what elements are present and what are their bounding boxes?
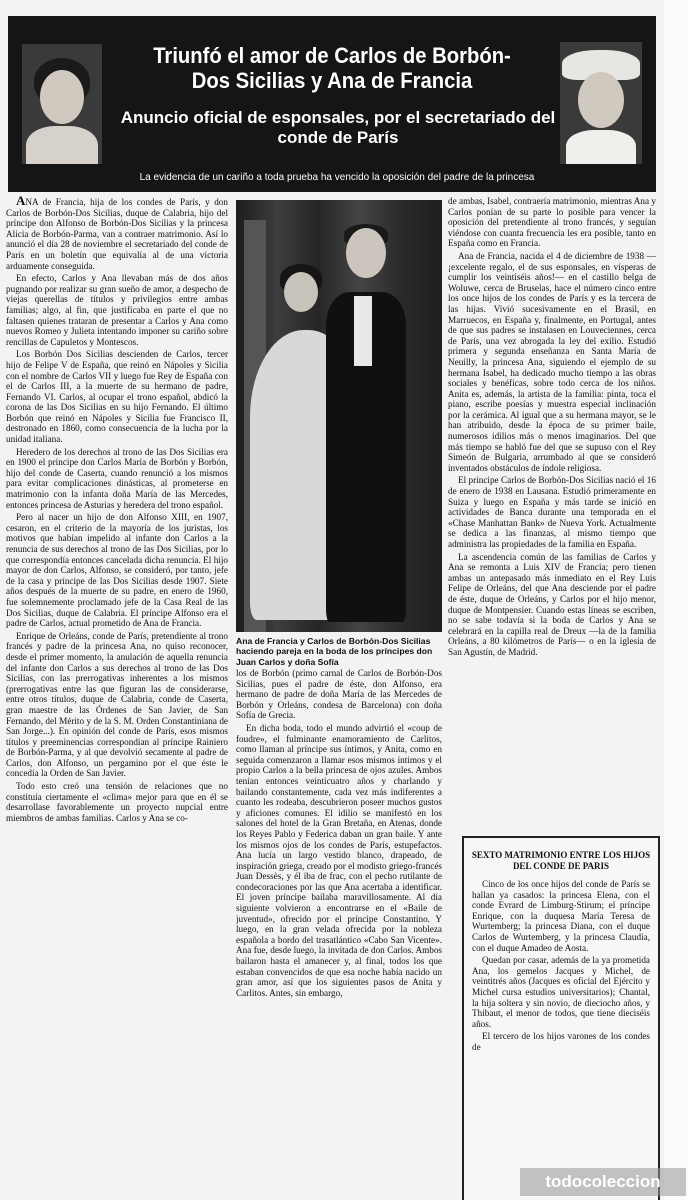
paragraph: Pero al nacer un hijo de don Alfonso XIII, en 1907, cesaron, en el criterio de la mayoría de los juristas, los motivos que habían impelido al infante don Carlos a la renuncia de sus derechos al trono de las Dos Sicilias, por lo que correspondía entonces cancelada dicha renuncia. El hijo mayor de don Carlos, Alfonso, se consideró, por tanto, jefe de la casa y príncipe de las Dos Sicilias desde 1907. Siete años después de la muerte de su padre, en enero de 1960, fue solemnemente proclamado jefe de la Casa Real de las Dos Sicilias, duque de Calabria. El príncipe Alfonso era el padre de Carlos, actual prometido de Ana de Francia. [6, 512, 228, 629]
column-1 [6, 196, 228, 1200]
article-header [8, 16, 656, 192]
sidebar-box [462, 836, 660, 1200]
paragraph: Los Borbón Dos Sicilias descienden de Carlos, tercer hijo de Felipe V de España, que reinó en Nápoles y Sicilia con el nombre de Carlos VII y luego fue Rey de España con el de Carlos III, a la muerte de su hermano de padre, Fernando VI. Carlos, al ocupar el trono español, abdicó la corona de las Dos Sicilias en su hijo Fernando. El último Borbón que reinó en Nápoles y Sicilia fue Francisco II, destronado en 1860, como consecuencia de la lucha por la unidad italiana. [6, 349, 228, 445]
paragraph: de ambas, Isabel, contraería matrimonio, mientras Ana y Carlos ponían de su parte lo posible para vencer la oposición del pretendiente al trono francés, y seguían viéndose con cuanta frecuencia les era posible, tanto en España como en Francia. [448, 196, 656, 249]
paragraph: Cinco de los once hijos del conde de París se hallan ya casados: la princesa Elena, con el conde Evrard de Limburg-Stirum; el príncipe Enrique, con la duquesa María Teresa de Wurtemberg; la princesa Diana, con el duque Carlos de Wurtemberg, y la princesa Claudia, con el duque Amadeo de Aosta. [472, 879, 650, 953]
paragraph: El príncipe Carlos de Borbón-Dos Sicilias nació el 16 de enero de 1938 en Lausana. Estudió primeramente en Suiza y luego en España y más tarde se inició en actividades de Banca durante una temporada en el «Chase Manhattan Bank» de Nueva York. Actualmente se dedica a las finanzas, al mismo tiempo que administra las propiedades de la familia en España. [448, 475, 656, 549]
page-margin [664, 0, 688, 1200]
paragraph: En efecto, Carlos y Ana llevaban más de dos años pugnando por realizar su gran sueño de amor, a despecho de viejas querellas de títulos y privilegios entre ambas familias; algo, al fin, que justificaba en parte el que no faltasen quienes trataran de presentar a Carlos y Ana como nuevos Romeo y Julieta intentando imponer su cariño sobre rencillas de Capuletos y Montescos. [6, 273, 228, 347]
portrait-ana-de-francia [22, 44, 102, 164]
headline-line-1: Triunfó el amor de Carlos de Borbón- [153, 43, 511, 68]
paragraph: los de Borbón (primo carnal de Carlos de Borbón-Dos Sicilias, pues el padre de éste, don Alfonso, era hermano de padre de doña María de las Mercedes de Borbón y Orleáns, condesa de Barcelona) con doña Sofía de Grecia. [236, 668, 442, 721]
headline-line-2: Dos Sicilias y Ana de Francia [191, 68, 473, 93]
column-2 [236, 668, 442, 1200]
watermark: todocoleccion [520, 1168, 686, 1196]
sidebar-title: SEXTO MATRIMONIO ENTRE LOS HIJOS DEL CONDE DE PARIS [471, 850, 651, 871]
subheadline: Anuncio oficial de esponsales, por el secretariado del conde de París [120, 108, 556, 147]
portrait-carlos-de-borbon [560, 42, 642, 164]
paragraph: Todo esto creó una tensión de relaciones que no constituía ciertamente el «clima» mejor para que en él se desarrollase favorablemente un proyecto nupcial entre miembros de ambas familias. Carlos y Ana se co- [6, 781, 228, 823]
photo-caption: Ana de Francia y Carlos de Borbón-Dos Sicilias haciendo pareja en la boda de los príncipes don Juan Carlos y doña Sofía [236, 636, 433, 667]
paragraph: Quedan por casar, además de la ya prometida Ana, los gemelos Jacques y Michel, de veintitrés años (Jacques es oficial del Ejército y Michel cursa estudios universitarios); Chantal, la hija soltera y sin novio, de dieciocho años, y Thibaut, el menor de todos, que tiene dieciséis años. [472, 955, 650, 1029]
paragraph: Heredero de los derechos al trono de las Dos Sicilias era en 1900 el príncipe don Carlos María de Borbón y Borbón, hijo del conde de Caserta, cuando renunció a los mismos para evitar complicaciones dinásticas, al prometerse en matrimonio con la infanta doña María de las Mercedes, entonces princesa de Asturias y heredera del trono español. [6, 446, 228, 510]
paragraph: El tercero de los hijos varones de los condes de [472, 1031, 650, 1052]
paragraph: La ascendencia común de las familias de Carlos y Ana se remonta a Luis XIV de Francia; pero tienen ambas un antepasado más inmediato en el Rey Luis Felipe de Orleáns, del que Ana desciende por el padre de éste, duque de Orleáns, y Carlos por el hijo menor, duque de Montpensier. Cuando estas líneas se escriben, no se sabe todavía si la boda de Carlos y Ana se celebrará en la capilla real de Dreux —la de la familia Orleáns, a 80 kilómetros de París— o en la iglesia de San Agustín, de Madrid. [448, 551, 656, 657]
headline [108, 44, 556, 94]
column-3 [448, 196, 656, 780]
paragraph: En dicha boda, todo el mundo advirtió el «coup de foudre», el fulminante enamoramiento de Carlitos, como llaman al príncipe sus íntimos, y Anita, como en seguida comenzaron a llamar esos mismos íntimos y el propio Carlos a la bella princesa de ojos azules. Ambos tenían entonces veinticuatro años y charlando y bailando constantemente, cada vez más indiferentes a cuanto les rodeaba, descubrieron poseer muchos gustos y aficiones comunes. El idilio se manifestó en los salones del hotel de la Gran Bretaña, en Atenas, donde los Reyes Pablo y Federica daban un gran baile. Y ante los mismos ojos de los condes de París, estupefactos. Ana lucía un largo vestido blanco, drapeado, de inspiración griega, creado por el modisto griego-francés Juan Dessès, y él iba de frac, con el pecho rutilante de condecoraciones por las que Ana acertaba a identificar. El joven príncipe bailaba maravillosamente. Al día siguiente volvieron a encontrarse en el «Baile de juventud», ofrecido por el príncipe Constantino. Y luego, en la gran velada ofrecida por la nobleza española a bordo del trasatlántico «Cabo San Vicente». Ana fue, desde luego, la invitada de don Carlos. Ambos bailaron hasta el amanecer y, al final, todos los que estaban convencidos de que esa noche había nacido un gran amor, así que los siguientes pasos de Anita y Carlitos. Antes, sin embargo, [236, 722, 442, 998]
wedding-photo [236, 200, 442, 632]
deck-line: La evidencia de un cariño a toda prueba ha vencido la oposición del padre de la princesa [139, 172, 535, 183]
paragraph: Enrique de Orleáns, conde de París, pretendiente al trono francés y padre de la princesa Ana, no quiso reconocer, desde el primer momento, la anulación de aquella renuncia del infante don Carlos a sus derechos al trono de las Dos Sicilias, con las prerrogativas inherentes a los mismos (prerrogativas entre las que figuran las de considerarse, entre otros títulos, duque de Calabria, conde de Caserta, gran maestre de las Órdenes de San Javier, de San Fernando, del Mérito y de la S. M. Orden Constantiniana de San Jorge...). En opinión del conde de París, esos mismos títulos y preeminencias correspondían al príncipe Rainiero de Borbón-Parma, y al que devolvió secamente al padre de Carlos, don Alfonso, un pergamino por el que éste le concedía la Orden de San Javier. [6, 630, 228, 779]
paragraph: ANA de Francia, hija de los condes de París, y don Carlos de Borbón-Dos Sicilias, duque de Calabria, hijo del príncipe don Alfonso de Borbón-Dos Sicilias y la princesa Alicia de Borbón-Parma, van a contraer matrimonio. Así lo anunció el día 28 de noviembre el secretariado del conde de París en un boletín que equivalía al de una victoria arduamente conseguida. [6, 196, 228, 271]
sidebar-body [464, 879, 658, 1053]
paragraph: Ana de Francia, nacida el 4 de diciembre de 1938 —¡excelente regalo, el de sus esponsales, en vísperas de cumplir los veintiséis años!— en el castillo belga de Woluwe, cerca de Bruselas, hace el número cinco entre los once hijos de los condes de París y es la tercera de las hijas. Vivió sucesivamente en el Brasil, en Marruecos, en España y, finalmente, en Portugal, antes de que sus padres se instalasen en Louveciennes, cerca de París, una vez abrogada la ley del exilio. Estudió primera y segunda enseñanza en Santa María de Neuilly, la princesa Ana, siguiendo el ejemplo de su hermana Isabel, ha dedicado mucho tiempo a las obras sociales y benéficas, sobre todo cerca de los niños. Anita es, además, la artista de la familia: pinta, toca el piano, escribe poesías y muestra especial inclinación por la cerámica. Al igual que a su hermana mayor, se le han atribuido, desde la época de su primer baile, numerosos idilios más o menos imaginarios. Del que más tiempo se habló fue del que se supuso con el Rey Simeón de Bulgaria, arrumbado al que se consideró inventados obstáculos de índole religiosa. [448, 250, 656, 473]
